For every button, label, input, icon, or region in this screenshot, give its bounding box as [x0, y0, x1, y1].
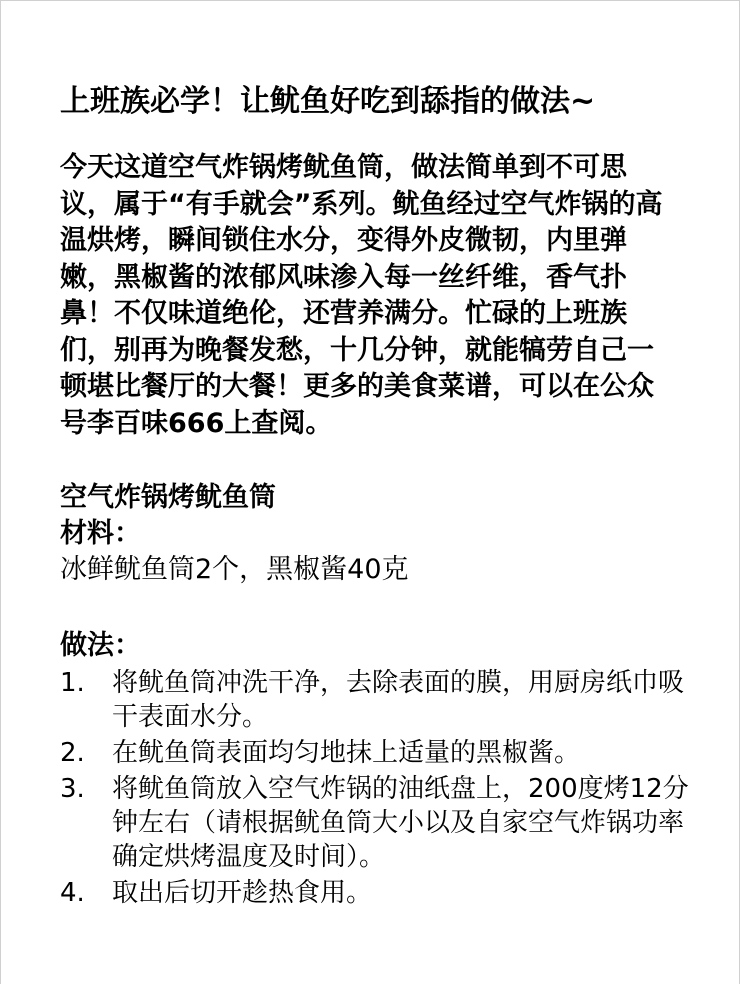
method-step-2 [60, 736, 700, 770]
step-number: 1. [60, 668, 85, 698]
article-intro: 今天这道空气炸锅烤鱿鱼筒，做法简单到不可思议，属于“有手就会”系列。鱿鱼经过空气炸锅的高温烘烤，瞬间锁住水分，变得外皮微韧，内里弹嫩，黑椒酱的浓郁风味渗入每一丝纤维，香气扑鼻！不仅味道绝伦，还营养满分。忙碌的上班族们，别再为晚餐发愁，十几分钟，就能犒劳自己一顿堪比餐厅的大餐！更多的美食菜谱，可以在公众号李百味666上查阅。 [60, 152, 663, 439]
step-text: 将鱿鱼筒冲洗干净，去除表面的膜，用厨房纸巾吸干表面水分。 [112, 668, 685, 732]
method-steps [60, 666, 700, 910]
step-number: 4. [60, 878, 85, 908]
method-step-3 [60, 772, 700, 874]
article-body [60, 80, 700, 910]
step-text: 在鱿鱼筒表面均匀地抹上适量的黑椒酱。 [112, 738, 581, 768]
step-number: 2. [60, 738, 85, 768]
method-step-4 [60, 876, 700, 910]
article-title: 上班族必学！让鱿鱼好吃到舔指的做法~ [60, 84, 596, 119]
materials-label: 材料： [60, 518, 141, 549]
step-number: 3. [60, 774, 85, 804]
method-label: 做法： [60, 630, 141, 661]
step-text: 将鱿鱼筒放入空气炸锅的油纸盘上，200度烤12分钟左右（请根据鱿鱼筒大小以及自家空气炸锅功率确定烘烤温度及时间）。 [112, 774, 689, 872]
recipe-title: 空气炸锅烤鱿鱼筒 [60, 482, 276, 513]
materials-text: 冰鲜鱿鱼筒2个，黑椒酱40克 [60, 554, 409, 585]
step-text: 取出后切开趁热食用。 [112, 878, 373, 908]
method-step-1 [60, 666, 700, 734]
